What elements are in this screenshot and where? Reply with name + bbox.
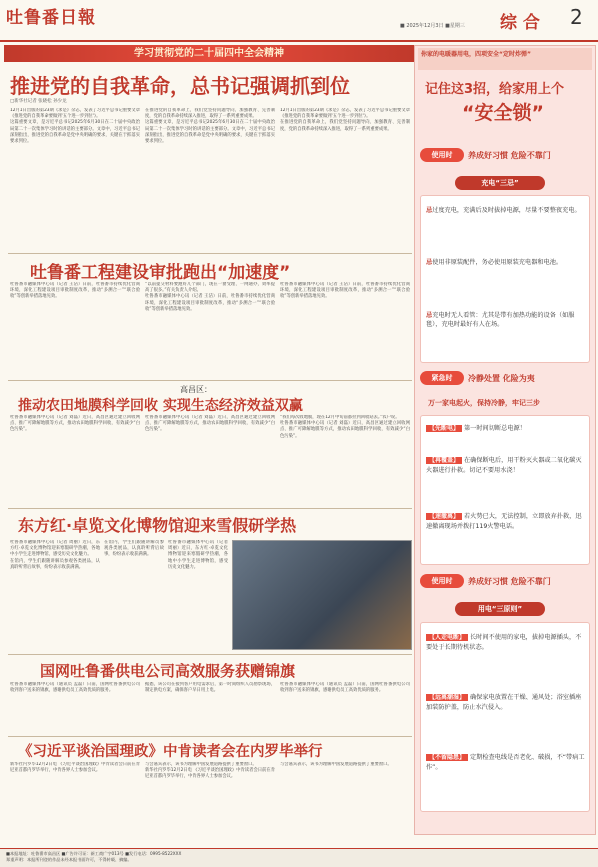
rule-text: 确保家电放置在干燥、通风处；浴室插座加装防护盖，防止水汽侵入。 [426,694,582,711]
article6-col2 [145,762,275,842]
step-item [426,512,586,531]
tip-text: 过度充电，充满后及时拔掉电源，尽量不要整夜充电。 [432,207,581,214]
article4-para: 在馆内，学生们跟随讲解员参观各类展品，认真聆听背后故事，纷纷表示收获满满。 [10,558,100,570]
article3-para: 吐鲁番市融媒体中心讯（记者 刘磊）近日，高昌区通过建立回收网点、推广可降解地膜等方式，推动农田地膜科学回收，有效减少“白色污染”。 [280,421,410,439]
article2-col1 [10,282,140,377]
section2-heading: 使用时 [420,574,464,588]
article6-col1 [10,762,140,842]
rule-text: 定期检查电线是否老化、破损，不“带病工作”。 [426,754,585,771]
article4-para: 吐鲁番市融媒体中心讯（记者 周丽）近日，东方红·卓览文化博物馆迎来寒假研学热潮，各地中小学生走进博物馆，感受历史文化魅力。 [168,540,228,570]
article1-para: 在推进党的自我革命上，我们党坚持问题导向、加强教育、完善制度，党的自我革命持续深入推进，取得了一系列重要成果。 [280,120,410,132]
section2-pill: 用电“三原则” [455,602,545,616]
sidebar-title-line2: “安全锁” [462,102,544,124]
article5-col3 [280,682,410,732]
step-item [426,424,586,434]
divider [8,380,412,381]
article2-para: 吐鲁番市融媒体中心讯（记者 王洁）日前，吐鲁番市持续优化营商环境，深化工程建设项目审批制度改革，推动“多测合一”“联合验收”等创新举措落地见效。 [145,294,275,312]
article5-col1 [10,682,140,732]
article6-col3 [280,762,410,842]
emergency-sub: 冷静处置 化险为夷 [468,374,535,383]
power-rules-card [420,622,590,812]
article3-title[interactable]: 推动农田地膜科学回收 实现生态经济效益双赢 [18,398,303,414]
article1-title[interactable]: 推进党的自我革命，总书记强调抓到位 [10,74,350,98]
museum-photo [232,540,412,650]
article1-para: 在推进党的自我革命上，我们党坚持问题导向、加强教育、完善制度，党的自我革命持续深入推进，取得了一系列重要成果。 [145,108,275,120]
article5-para: 据悉，该公司在接到客户用电需求后，第一时间组织人员勘察现场，制定供电方案，确保客户早日用上电。 [145,682,275,694]
divider [8,736,412,737]
tip-item [426,311,586,329]
tip-item [426,206,586,215]
sidebar-kicker: 你家的电暖器用电，四项安全“定时炸弹” [418,48,592,70]
step-tag: 【速撤离】 [426,513,462,520]
tip-head: 忌 [426,259,433,266]
article2-col2 [145,282,275,377]
article2-title[interactable]: 吐鲁番工程建设审批跑出“加速度” [30,263,291,283]
article3-para: “我们每次收地膜，现在12月中旬前都拉到回收站去。”农户说。 [280,415,400,420]
step-tag: 【先断电】 [426,425,462,432]
article3-col2 [145,415,275,505]
step-tag: 【再覆盖】 [426,457,462,464]
footer-line1: ■本报地址：吐鲁番市高昌区 ■广告许可证：新工商广字013号 ■发行电话：0995-8522XXX [6,851,182,856]
divider [8,654,412,655]
article2-para: “以前提交材料要跑好几个部门，现在一窗受理、一网通办，效率提高了很多。”有关负责人介绍。 [145,282,275,294]
section1-sub: 养成好习惯 危险不靠门 [468,151,551,160]
footer-line2: 郑重声明：本报所刊登的作品未经本报书面许可，不得转载、摘编。 [6,857,132,862]
section1-pill: 充电“三忌” [455,176,545,190]
article5-col2 [145,682,275,732]
rule-text: 长时间不使用的家电，拔掉电源插头，不要处于长期待机状态。 [426,634,582,651]
rule-tag: 【远离潮湿】 [426,694,468,701]
article1-para: 12月1日出版的第23期《求是》杂志，发表了习近平总书记重要文章《推进党的自我革命要做到'五个进一步到位'》。 [280,108,410,120]
article1-para: 这篇重要文章，是习近平总书记2025年6月30日在二十届中央政治局第二十一次集体学习时的讲话的主要部分。文章中，习近平总书记深刻指出，推进党的自我革命是党中央明确的要求，关键在于抓落实要求到位。 [145,120,275,145]
gaochang-kicker: 高昌区： [180,385,212,394]
rule-tag: 【人走电断】 [426,634,468,641]
article3-col3 [280,415,410,505]
rule-item [426,633,586,652]
step-text: 若火势已大，无法控制，立即放弃扑救，迅速撤离现场并拨打119火警电话。 [426,513,582,530]
section1-heading: 使用时 [420,148,464,162]
divider [8,253,412,254]
section2-sub: 养成好习惯 危险不靠门 [468,577,551,586]
emergency-heading: 紧急时 [420,371,464,385]
article2-para: 吐鲁番市融媒体中心讯（记者 王洁）日前，吐鲁番市持续优化营商环境，深化工程建设项目审批制度改革，推动“多测合一”“联合验收”等创新举措落地见效。 [280,282,410,300]
article3-para: 吐鲁番市融媒体中心讯（记者 刘磊）近日，高昌区通过建立回收网点、推广可降解地膜等方式，推动农田地膜科学回收，有效减少“白色污染”。 [145,415,275,433]
article2-para: 吐鲁番市融媒体中心讯（记者 王洁）日前，吐鲁番市持续优化营商环境，深化工程建设项目审批制度改革，推动“多测合一”“联合验收”等创新举措落地见效。 [10,282,140,300]
article4-para: 吐鲁番市融媒体中心讯（记者 周丽）近日，东方红·卓览文化博物馆迎来寒假研学热潮，各地中小学生走进博物馆，感受历史文化魅力。 [10,540,100,558]
article1-col3 [280,108,410,248]
charging-tips-card [420,195,590,363]
rule-item [426,693,586,712]
article6-para: 新华社内罗毕12月2日电 《习近平谈治国理政》中肯读者会日前在肯尼亚首都内罗毕举行，中肯各界人士参加会议。 [10,762,140,774]
article1-para: 12月1日出版的第23期《求是》杂志，发表了习近平总书记重要文章《推进党的自我革命要做到'五个进一步到位'》。 [10,108,140,120]
tip-head: 忌 [426,312,433,319]
section-title: 综 合 [500,13,540,33]
article6-para: 与会嘉宾表示，该书为理解中国发展道路提供了重要窗口。 [280,762,392,767]
page-number: 2 [570,5,583,29]
tip-item [426,258,586,267]
article5-para: 吐鲁番市融媒体中心讯（通讯员 孟磊）日前，国网吐鲁番供电公司收到客户送来的锦旗，感谢供电员工高效优质的服务。 [10,682,140,694]
masthead [0,0,598,42]
article1-col2 [145,108,275,248]
article4-para: 在馆内，学生们跟随讲解员参观各类展品，认真聆听背后故事，纷纷表示收获满满。 [104,540,164,558]
newspaper-logo: 吐鲁番日報 [6,8,96,28]
article1-para: 这篇重要文章，是习近平总书记2025年6月30日在二十届中央政治局第二十一次集体学习时的讲话的主要部分。文章中，习近平总书记深刻指出，推进党的自我革命是党中央明确的要求，关键在于抓落实要求到位。 [10,120,140,145]
rule-item [426,753,586,772]
article4-title[interactable]: 东方红·卓览文化博物馆迎来雪假研学热 [18,516,297,535]
emergency-steps-card [420,415,590,565]
article4-col3 [168,540,228,650]
article5-title[interactable]: 国网吐鲁番供电公司高效服务获赠锦旗 [40,662,296,680]
article1-byline: □新华社记者 张晓松 孙少龙 [10,99,67,104]
rule-tag: 【不留隐患】 [426,754,468,761]
dateline: ■ 2025年12月3日 ■星期三 [400,23,465,29]
topic-banner: 学习贯彻党的二十届四中全会精神 [4,45,414,62]
article4-col2 [104,540,164,650]
step-text: 第一时间切断总电源！ [463,425,526,432]
article6-para: 与会嘉宾表示，该书为理解中国发展道路提供了重要窗口。 [145,762,257,767]
article6-para: 新华社内罗毕12月2日电 《习近平谈治国理政》中肯读者会日前在肯尼亚首都内罗毕举行，中肯各界人士参加会议。 [145,768,275,780]
article3-para: 吐鲁番市融媒体中心讯（记者 刘磊）近日，高昌区通过建立回收网点、推广可降解地膜等方式，推动农田地膜科学回收，有效减少“白色污染”。 [10,415,140,433]
sidebar-title-line1: 记住这3招，给家用上个 [425,82,565,97]
tip-text: 充电时无人看管：尤其是带有加热功能的设备（如服毯），充电时最好有人在场。 [426,312,575,328]
article1-col1 [10,108,140,248]
divider [8,508,412,509]
article5-para: 吐鲁番市融媒体中心讯（通讯员 孟磊）日前，国网吐鲁番供电公司收到客户送来的锦旗，感谢供电员工高效优质的服务。 [280,682,410,694]
tip-head: 忌 [426,207,433,214]
tip-text: 使用非原装配件，务必使用原装充电器和电池。 [432,259,563,266]
step-item [426,456,586,475]
article3-col1 [10,415,140,505]
footer [0,848,598,867]
article4-col1 [10,540,100,650]
article2-col3 [280,282,410,377]
emergency-slogan: 万一家电起火，保持冷静，牢记三步 [428,399,540,407]
article6-title[interactable]: 《习近平谈治国理政》中肯读者会在内罗毕举行 [18,744,323,760]
step-text: 在确保断电后，用干粉灭火器或二氧化碳灭火器进行扑救。切记不要用水浇！ [426,457,582,474]
